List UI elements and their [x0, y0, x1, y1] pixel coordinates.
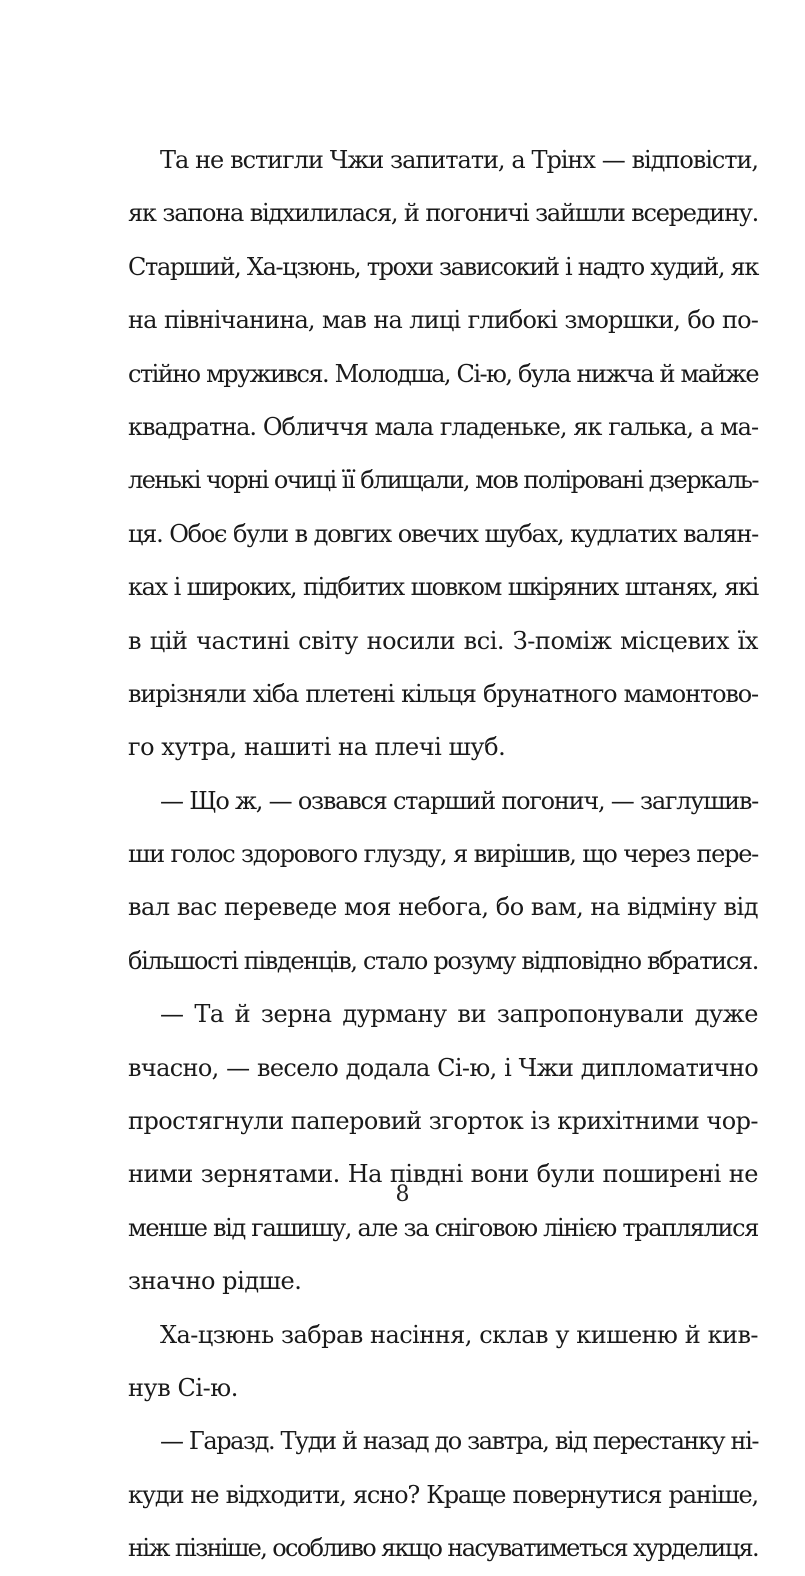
text-line: Старший, Ха-цзюнь, трохи зависокий і надто худий, як [128, 252, 758, 281]
text-line: Ха-цзюнь забрав насіння, склав у кишеню й кив- [160, 1320, 758, 1349]
text-line: вчасно, — весело додала Сі-ю, і Чжи дипломатично [128, 1053, 758, 1082]
text-line: го хутра, нашиті на плечі шуб. [128, 733, 506, 762]
text-line: — Та й зерна дурману ви запропонували дуже [160, 1000, 758, 1029]
text-line: вирізняли хіба плетені кільця брунатного мамонтово- [128, 679, 758, 708]
text-line: куди не відходити, ясно? Краще повернутися раніше, [128, 1480, 758, 1509]
text-line: в цій частині світу носили всі. З-поміж місцевих їх [128, 626, 758, 655]
page-number: 8 [395, 1182, 410, 1207]
text-line: простягнули паперовий згорток із крихітними чор- [128, 1107, 758, 1136]
text-line: — Гаразд. Туди й назад до завтра, від перестанку ні- [160, 1427, 758, 1456]
text-line: Та не встигли Чжи запитати, а Трінх — відповісти, [160, 146, 758, 174]
text-line: ними зернятами. На півдні вони були поширені не [128, 1160, 758, 1189]
text-line: ленькі чорні очиці її блищали, мов поліровані дзеркаль- [128, 466, 758, 495]
text-line: як запона відхилилася, й погоничі зайшли всередину. [128, 199, 758, 228]
text-line: на північанина, мав на лиці глибокі зморшки, бо по- [128, 306, 758, 335]
text-line: ця. Обоє були в довгих овечих шубах, кудлатих валян- [128, 519, 758, 548]
text-line: стійно мружився. Молодша, Сі-ю, була нижча й майже [128, 359, 758, 388]
text-line: менше від гашишу, але за сніговою лінією траплялися [128, 1213, 758, 1242]
text-line: значно рідше. [128, 1267, 302, 1296]
text-line: нув Сі-ю. [128, 1373, 238, 1402]
text-line: квадратна. Обличчя мала гладеньке, як галька, а ма- [128, 412, 758, 441]
text-line: — Що ж, — озвався старший погонич, — заглушив- [160, 786, 758, 815]
text-line: ніж пізніше, особливо якщо насуватиметься хурделиця. [128, 1534, 758, 1563]
text-line: більшості південців, стало розуму відповідно вбратися. [128, 946, 758, 975]
text-line: вал вас переведе моя небога, бо вам, на відміну від [128, 893, 759, 922]
text-line: ши голос здорового глузду, я вирішив, що через пере- [128, 840, 758, 869]
body-text [128, 134, 758, 1576]
text-line: ках і широких, підбитих шовком шкіряних штанях, які [128, 573, 758, 602]
